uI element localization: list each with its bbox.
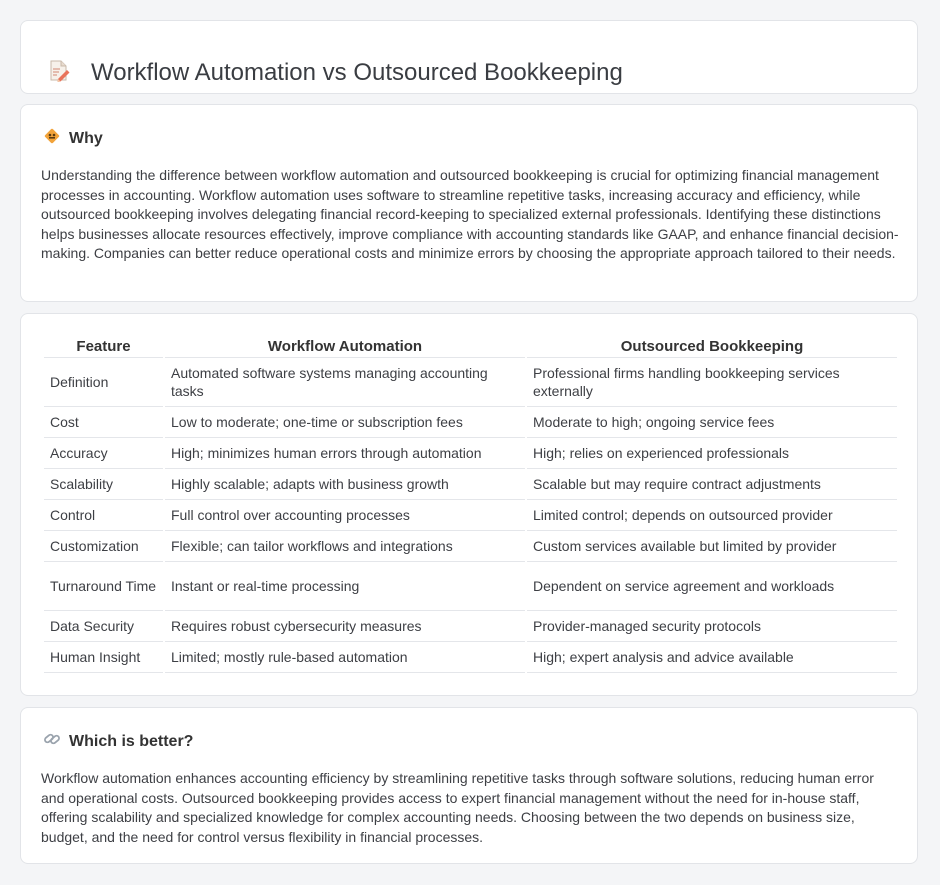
why-heading-row: [43, 127, 103, 150]
table-row: [44, 500, 897, 531]
automation-cell: Low to moderate; one-time or subscription fees: [165, 407, 525, 438]
header-card: [20, 20, 918, 94]
automation-cell: Automated software systems managing accounting tasks: [165, 358, 525, 407]
automation-cell: Limited; mostly rule-based automation: [165, 642, 525, 673]
why-heading: Why: [69, 129, 103, 147]
outsourced-cell: High; relies on experienced professionals: [527, 438, 897, 469]
table-row: [44, 407, 897, 438]
page-title: Workflow Automation vs Outsourced Bookkeeping: [91, 59, 623, 87]
outsourced-cell: Provider-managed security protocols: [527, 611, 897, 642]
comparison-table: [42, 336, 899, 673]
feature-cell: Cost: [44, 407, 163, 438]
feature-cell: Definition: [44, 358, 163, 407]
automation-cell: High; minimizes human errors through automation: [165, 438, 525, 469]
outsourced-cell: High; expert analysis and advice available: [527, 642, 897, 673]
document-pencil-icon: [47, 59, 71, 88]
feature-cell: Data Security: [44, 611, 163, 642]
title-row: [47, 43, 623, 103]
automation-cell: Highly scalable; adapts with business growth: [165, 469, 525, 500]
header-outsourced-bookkeeping: Outsourced Bookkeeping: [527, 336, 897, 358]
table-row: [44, 358, 897, 407]
outsourced-cell: Custom services available but limited by provider: [527, 531, 897, 562]
table-row: [44, 438, 897, 469]
diamond-sign-icon: [43, 127, 61, 150]
better-paragraph: Workflow automation enhances accounting efficiency by streamlining repetitive tasks through software solutions, reducing human error and operational costs. Outsourced bookkeeping provides access to expert financial management without the need for in-house staff, offering scalability and specialized knowledge for complex accounting needs. Choosing between the two depends on business size, budget, and the need for control versus flexibility in financial processes.: [41, 770, 874, 845]
header-workflow-automation: Workflow Automation: [165, 336, 525, 358]
comparison-card: [20, 313, 918, 696]
automation-cell: Instant or real-time processing: [165, 562, 525, 611]
table-row: [44, 611, 897, 642]
feature-cell: Control: [44, 500, 163, 531]
better-card: [20, 707, 918, 864]
table-header-row: [44, 336, 897, 358]
why-card: [20, 104, 918, 302]
outsourced-cell: Limited control; depends on outsourced provider: [527, 500, 897, 531]
outsourced-cell: Dependent on service agreement and workloads: [527, 562, 897, 611]
why-paragraph: Understanding the difference between workflow automation and outsourced bookkeeping is crucial for optimizing financial management processes in accounting. Workflow automation uses software to streamline repetitive tasks, increasing accuracy and efficiency, while outsourced bookkeeping involves delegating financial record-keeping to specialized external professionals. Identifying these distinctions helps businesses allocate resources effectively, improve compliance with accounting standards like GAAP, and enhance financial decision-making. Companies can better reduce operational costs and minimize errors by choosing the appropriate approach tailored to their needs.: [41, 167, 899, 261]
feature-cell: Customization: [44, 531, 163, 562]
table-row: [44, 562, 897, 611]
feature-cell: Turnaround Time: [44, 562, 163, 611]
table-row: [44, 469, 897, 500]
automation-cell: Flexible; can tailor workflows and integrations: [165, 531, 525, 562]
outsourced-cell: Moderate to high; ongoing service fees: [527, 407, 897, 438]
better-heading-row: [43, 730, 193, 753]
table-row: [44, 531, 897, 562]
outsourced-cell: Scalable but may require contract adjustments: [527, 469, 897, 500]
automation-cell: Requires robust cybersecurity measures: [165, 611, 525, 642]
feature-cell: Human Insight: [44, 642, 163, 673]
table-row: [44, 642, 897, 673]
outsourced-cell: Professional firms handling bookkeeping services externally: [527, 358, 897, 407]
link-icon: [43, 730, 61, 753]
automation-cell: Full control over accounting processes: [165, 500, 525, 531]
header-feature: Feature: [44, 336, 163, 358]
feature-cell: Scalability: [44, 469, 163, 500]
better-heading: Which is better?: [69, 732, 194, 750]
feature-cell: Accuracy: [44, 438, 163, 469]
